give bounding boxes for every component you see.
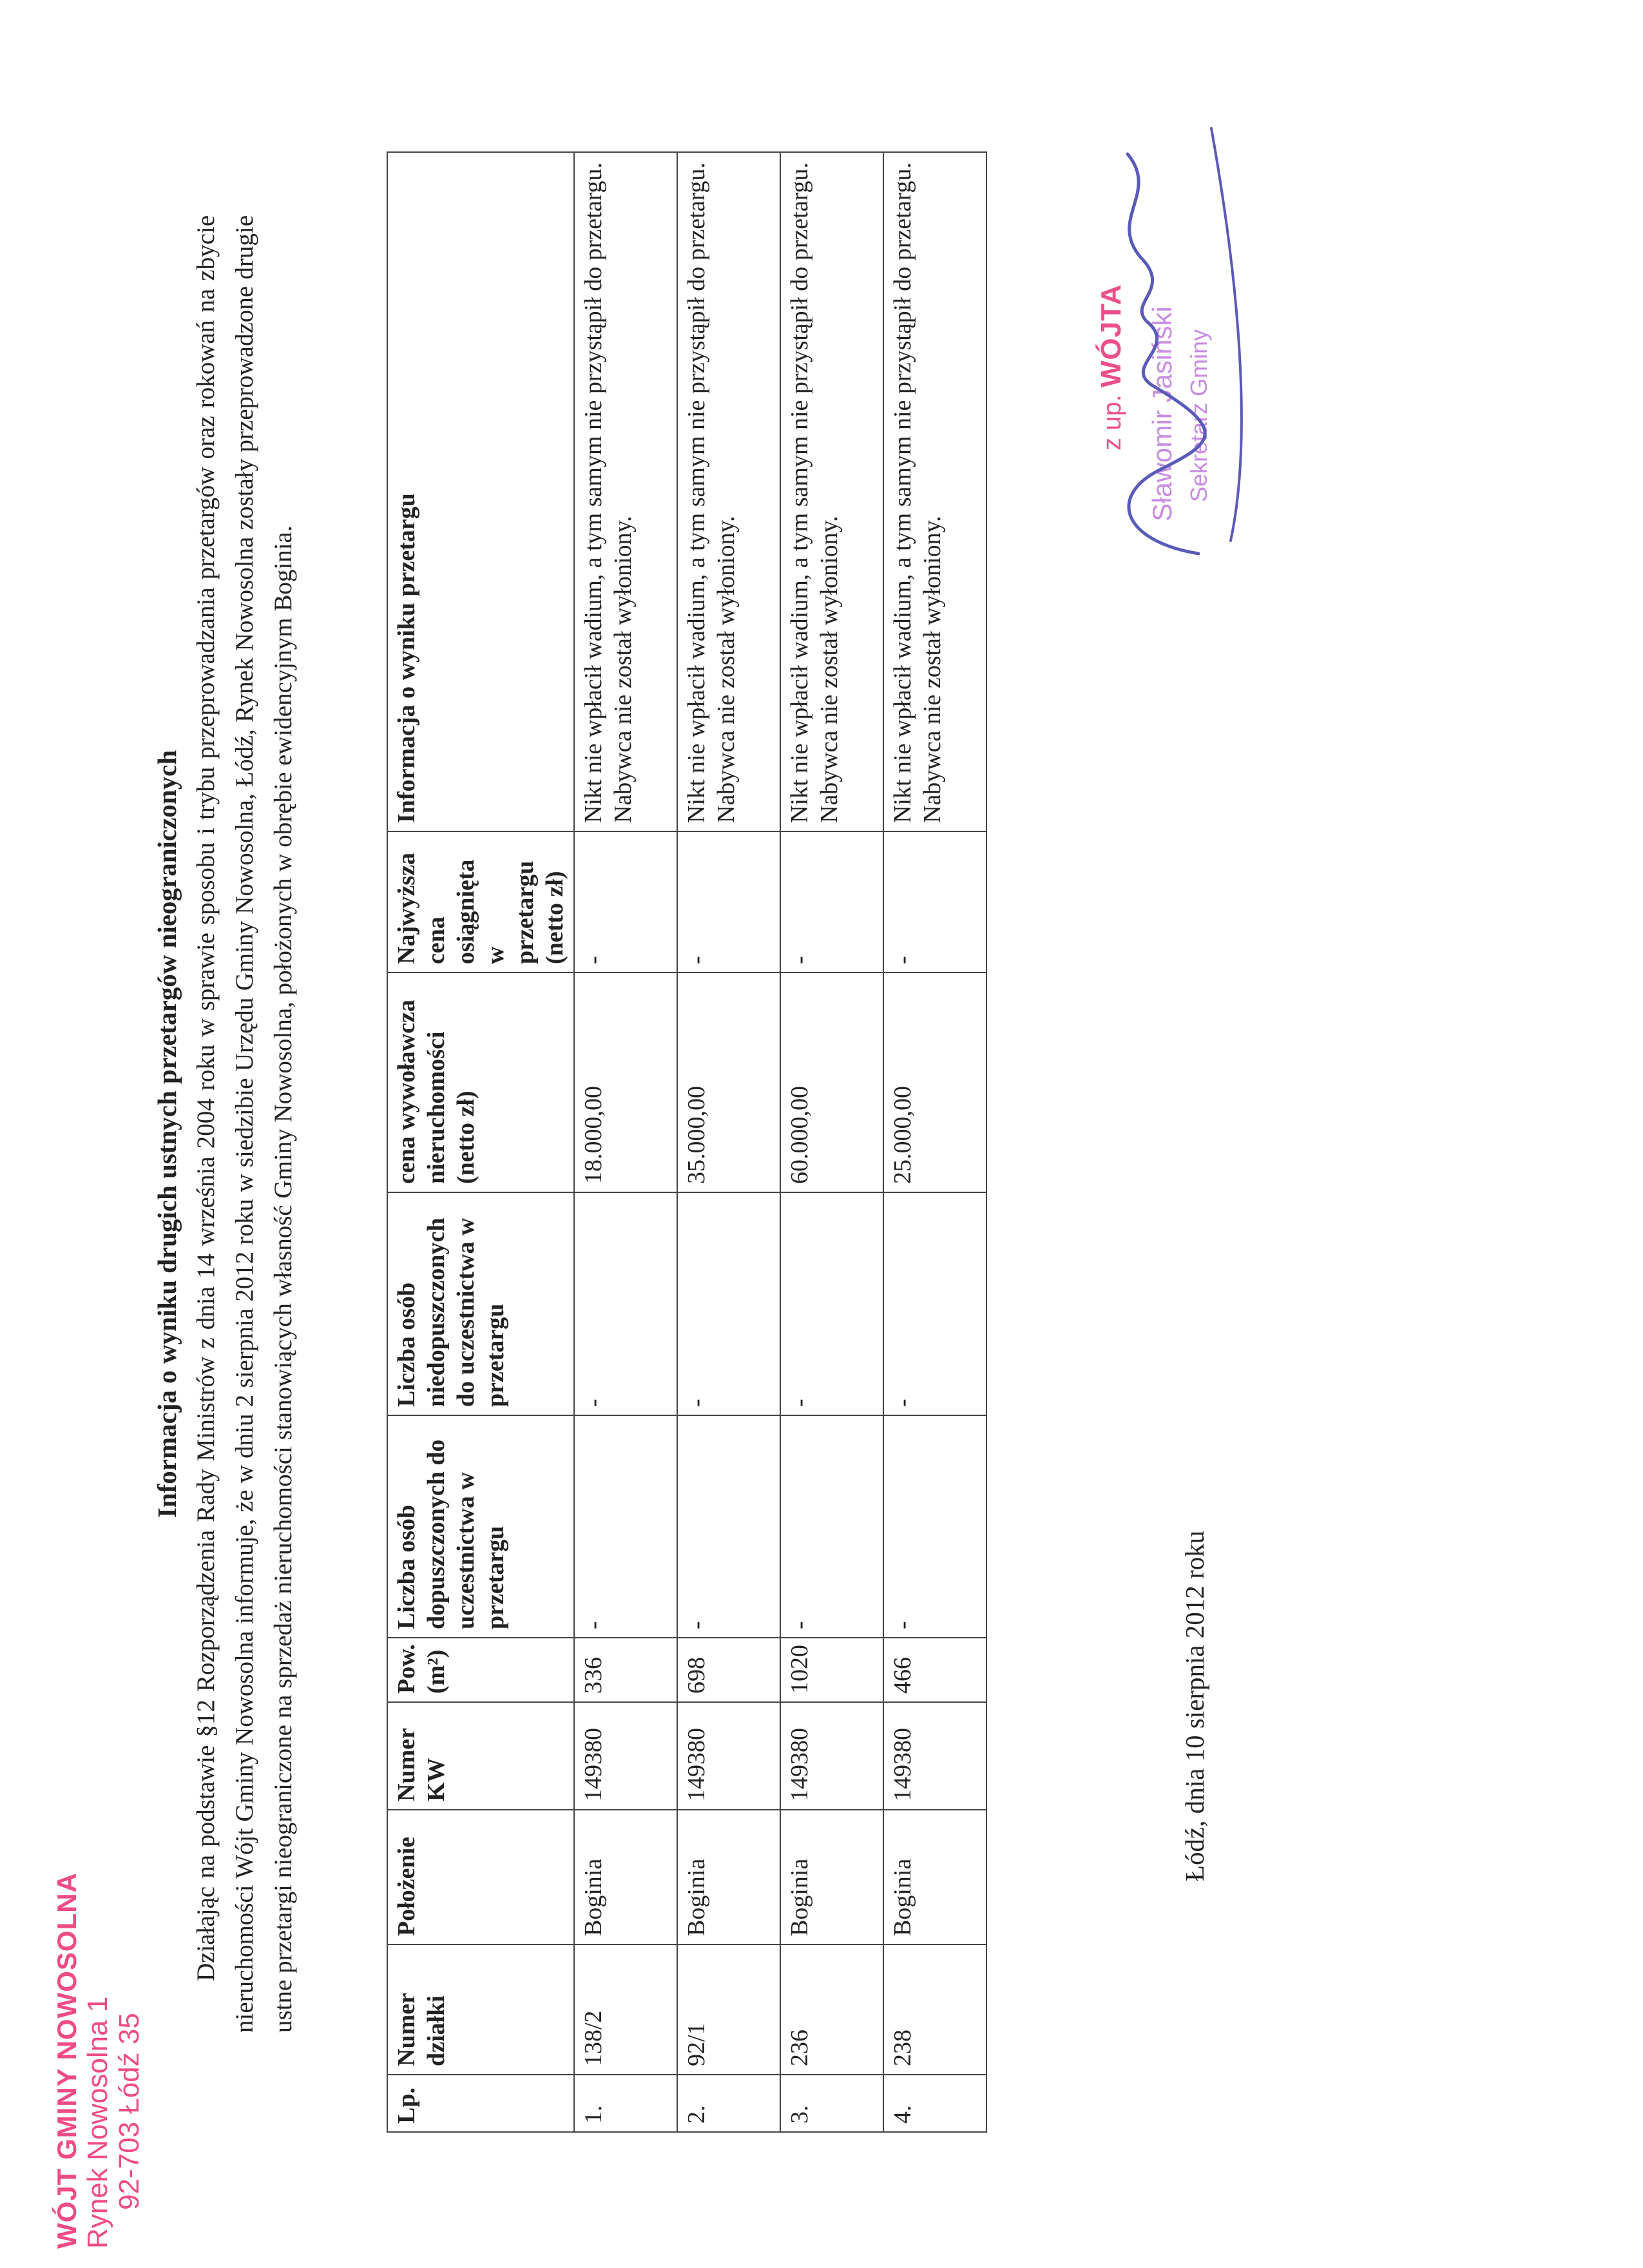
document-title: Informacja o wyniku drugich ustnych przetargów nieograniczonych [152,750,182,1518]
cell-niedopuszczonych: - [780,1192,883,1415]
header-numer-kw: Numer KW [387,1702,574,1810]
cell-pow: 698 [677,1638,780,1702]
cell-numer-kw: 149380 [883,1702,986,1810]
cell-numer-dzialki: 138/2 [574,1944,677,2075]
cell-polozenie: Boginia [677,1810,780,1944]
cell-polozenie: Boginia [574,1810,677,1944]
cell-pow: 466 [883,1638,986,1702]
cell-cena-wywolawcza: 18.000,00 [574,973,677,1192]
cell-numer-kw: 149380 [780,1702,883,1810]
cell-informacja: Nikt nie wpłacił wadium, a tym samym nie przystąpił do przetargu. Nabywca nie został wyłoniony. [574,152,677,831]
cell-numer-dzialki: 238 [883,1944,986,2075]
cell-niedopuszczonych: - [677,1192,780,1415]
cell-cena-wywolawcza: 60.000,00 [780,973,883,1192]
cell-lp: 3. [780,2075,883,2132]
cell-niedopuszczonych: - [574,1192,677,1415]
cell-najwyzsza-cena: - [574,831,677,973]
cell-pow: 1020 [780,1638,883,1702]
cell-niedopuszczonych: - [883,1192,986,1415]
cell-numer-kw: 149380 [574,1702,677,1810]
cell-dopuszczonych: - [574,1415,677,1638]
cell-dopuszczonych: - [677,1415,780,1638]
cell-informacja: Nikt nie wpłacił wadium, a tym samym nie przystąpił do przetargu. Nabywca nie został wyłoniony. [883,152,986,831]
header-dopuszczonych: Liczba osób dopuszczonych do uczestnictwa w przetargu [387,1415,574,1638]
header-numer-dzialki: Numer działki [387,1944,574,2075]
cell-najwyzsza-cena: - [780,831,883,973]
signature-prefix: z up. [1098,394,1126,451]
header-pow: Pow. (m²) [387,1638,574,1702]
date-place-line: Łódź, dnia 10 sierpnia 2012 roku [1180,1530,1209,1881]
signature-role: WÓJTA [1095,284,1127,388]
auction-results-table [387,151,987,2133]
header-niedopuszczonych: Liczba osób niedopuszczonych do uczestnictwa w przetargu [387,1192,574,1415]
cell-numer-dzialki: 236 [780,1944,883,2075]
signature-block [1082,90,1276,579]
intro-text: Działając na podstawie §12 Rozporządzenia Rady Ministrów z dnia 14 września 2004 roku w sprawie sposobu i trybu przeprowadzania przetargów oraz rokowań na zbycie nieruchomości Wójt Gminy Nowosolna informuje, że w dniu 2 sierpnia 2012 roku w siedzibie Urzędu Gminy Nowosolna, Łódź, Rynek Nowosolna zostały przeprowadzone drugie ustne przetargi nieograniczone na sprzedaż nieruchomości stanowiących własność Gminy Nowosolna, położonych w obrębie ewidencyjnym Boginia. [192,215,297,2033]
cell-polozenie: Boginia [780,1810,883,1944]
table-header-row [387,152,574,2132]
cell-lp: 2. [677,2075,780,2132]
cell-najwyzsza-cena: - [883,831,986,973]
stamp-line-postcode: 92-703 Łódź 35 [113,2013,146,2210]
header-informacja: Informacja o wyniku przetargu [387,152,574,831]
cell-dopuszczonych: - [883,1415,986,1638]
cell-najwyzsza-cena: - [677,831,780,973]
office-stamp [52,1872,146,2249]
cell-informacja: Nikt nie wpłacił wadium, a tym samym nie przystąpił do przetargu. Nabywca nie został wyłoniony. [780,152,883,831]
cell-dopuszczonych: - [780,1415,883,1638]
cell-lp: 1. [574,2075,677,2132]
cell-lp: 4. [883,2075,986,2132]
signature-name: Sławomir Jasiński [1147,306,1177,521]
cell-informacja: Nikt nie wpłacił wadium, a tym samym nie przystąpił do przetargu. Nabywca nie został wyłoniony. [677,152,780,831]
signature-position: Sekretarz Gminy [1186,329,1212,502]
handwritten-signature-icon [1082,90,1276,579]
cell-pow: 336 [574,1638,677,1702]
table-row [574,152,677,2132]
stamp-line-street: Rynek Nowosolna 1 [82,1996,114,2249]
table-row [677,152,780,2132]
header-lp: Lp. [387,2075,574,2132]
cell-numer-kw: 149380 [677,1702,780,1810]
intro-paragraph [187,215,303,2033]
cell-numer-dzialki: 92/1 [677,1944,780,2075]
cell-cena-wywolawcza: 25.000,00 [883,973,986,1192]
header-cena-wywolawcza: cena wywoławcza nieruchomości (netto zł) [387,973,574,1192]
header-najwyzsza-cena: Najwyższa cena osiągnięta w przetargu (netto zł) [387,831,574,973]
table-row [780,152,883,2132]
cell-cena-wywolawcza: 35.000,00 [677,973,780,1192]
cell-polozenie: Boginia [883,1810,986,1944]
stamp-line-office: WÓJT GMINY NOWOSOLNA [52,1872,82,2249]
table-row [883,152,986,2132]
header-polozenie: Położenie [387,1810,574,1944]
